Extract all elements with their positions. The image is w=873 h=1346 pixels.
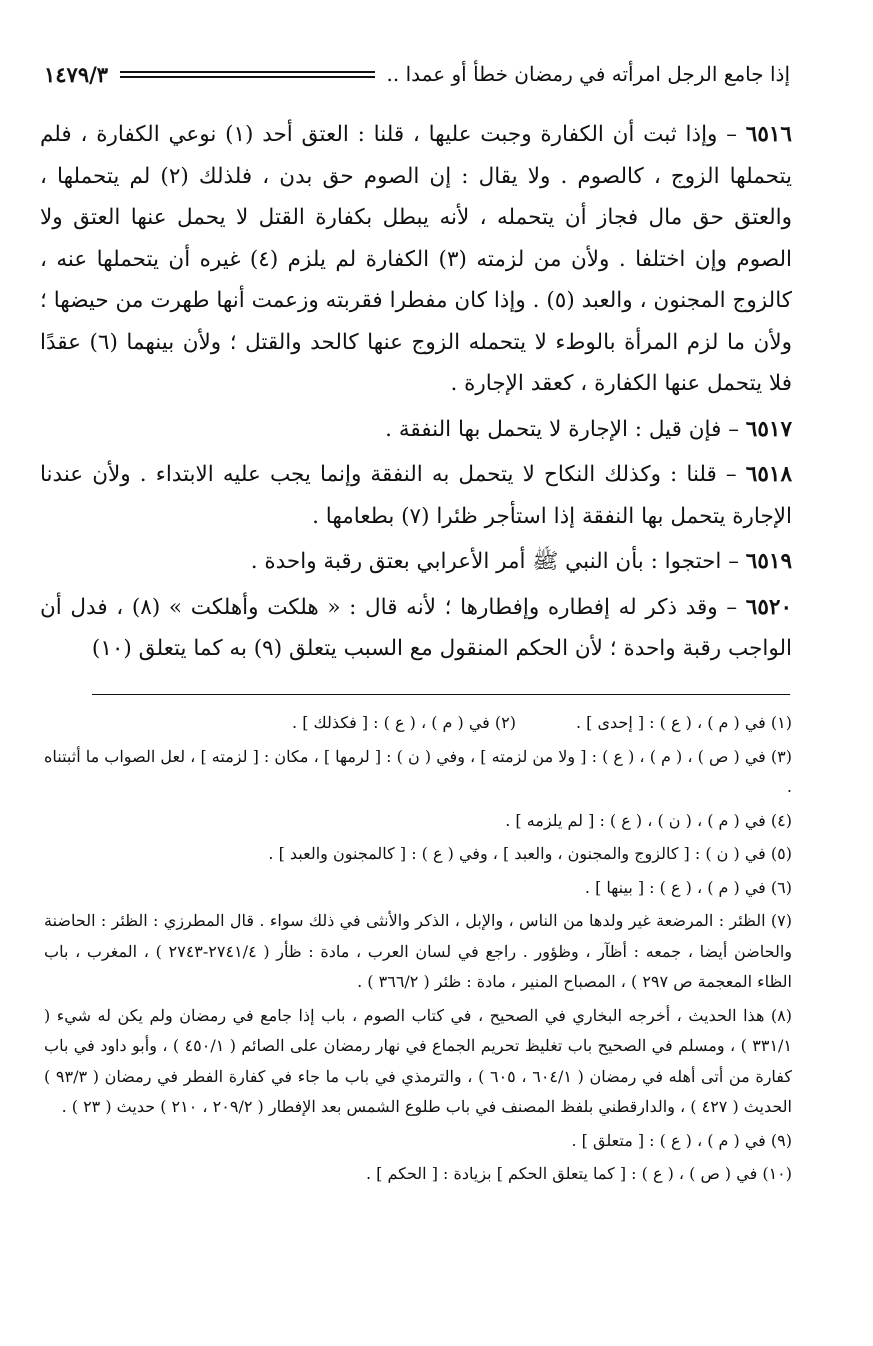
- paragraph: [40, 454, 792, 537]
- footnote-7: (٧) الظئر : المرضعة غير ولدها من الناس ، والإبل ، الذكر والأنثى في ذلك سواء . قال المطرزي : الظئر : الحاضنة والحاضن أيضا ، جمعه : أظآر ، وظؤور . راجع في لسان العرب ، مادة : ظأر ( ٢٧٤١/٤-٢٧٤٣ ) ، المغرب ، باب الظاء المعجمة ص ٢٩٧ ) ، المصباح المنير ، مادة : ظئر ( ٣٦٦/٢ ) .: [44, 911, 792, 991]
- paragraph-text: – وقد ذكر له إفطاره وإفطارها ؛ لأنه قال : « هلكت وأهلكت » (٨) ، فدل أن الواجب رقبة واحدة ؛ لأن الحكم المنقول مع السبب يتعلق (٩) به كما يتعلق (١٠): [40, 594, 792, 661]
- footnote-1: (١) في ( م ) ، ( ع ) : [ إحدى ] .: [576, 713, 792, 732]
- paragraph-number: ٦٥١٦: [745, 122, 792, 147]
- running-header: [44, 56, 790, 92]
- paragraph-number: ٦٥٢٠: [745, 594, 792, 620]
- footnote-separator: [92, 694, 790, 695]
- footnote-2: (٢) في ( م ) ، ( ع ) : [ فكذلك ] .: [292, 713, 516, 732]
- paragraph-text: – احتجوا : بأن النبي ﷺ أمر الأعرابي بعتق رقبة واحدة .: [250, 549, 739, 574]
- main-text: [40, 114, 792, 674]
- footnote-4: (٤) في ( م ) ، ( ن ) ، ( ع ) : [ لم يلزمه ] .: [505, 810, 792, 830]
- page-number: ١٤٧٩/٣: [44, 61, 109, 87]
- paragraph-text: – وإذا ثبت أن الكفارة وجبت عليها ، قلنا : العتق أحد (١) نوعي الكفارة ، فلم يتحملها الزوج ، كالصوم . ولا يقال : إن الصوم حق بدن ، فلذلك (٢) لم يتحملها ، والعتق حق مال فجاز أن يتحمله ، لأنه يبطل بكفارة القتل لا يحمل عنها العتق ولا الصوم وإن اختلفا . ولأن من لزمته (٣) الكفارة لم يلزم (٤) غيره أن يتحملها عنه ، كالزوج المجنون ، والعبد (٥) . وإذا كان مفطرا فقربته وزعمت أنها طهرت من حيضها ؛ ولأن ما لزم المرأة بالوطء لا يتحمله الزوج عنها كالحد والقتل ؛ ولأن بينهما (٦) عقدًا فلا يتحمل عنها الكفارة ، كعقد الإجارة .: [40, 122, 792, 396]
- paragraph-number: ٦٥١٨: [745, 462, 792, 487]
- paragraph-number: ٦٥١٧: [745, 416, 792, 442]
- paragraph-number: ٦٥١٩: [745, 549, 792, 574]
- footnote-9: (٩) في ( م ) ، ( ع ) : [ متعلق ] .: [571, 1130, 792, 1150]
- paragraph-text: – قلنا : وكذلك النكاح لا يتحمل به النفقة وإنما يجب عليه الابتداء . ولأن عندنا الإجارة يتحمل بها النفقة إذا استأجر ظئرا (٧) بطعامها .: [40, 462, 792, 529]
- footnotes: [44, 708, 792, 1193]
- paragraph: [40, 409, 792, 451]
- paragraph: [40, 587, 792, 670]
- footnote-3: (٣) في ( ص ) ، ( م ) ، ( ع ) : [ ولا من لزمته ] ، وفي ( ن ) : [ لرمها ] ، مكان : [ لزمته ] ، لعل الصواب ما أثبتناه .: [44, 746, 792, 796]
- paragraph: [40, 114, 792, 405]
- footnote-8: (٨) هذا الحديث ، أخرجه البخاري في الصحيح ، في كتاب الصوم ، باب إذا جامع في رمضان ولم يكن له شيء ( ٣٣١/١ ) ، ومسلم في الصحيح باب تغليظ تحريم الجماع في نهار رمضان على الصائم ( ٤٥٠/١ ) ، وأبو داود في باب كفارة من أتى أهله في رمضان ( ٦٠٤/١ ، ٦٠٥ ) ، والترمذي في باب ما جاء في كفارة الفطر في رمضان ( ٩٣/٣ ) الحديث ( ٤٢٧ ) ، والدارقطني بلفظ المصنف في باب طلوع الشمس بعد الإفطار ( ٢٠٩/٢ ، ٢١٠ ) حديث ( ٢٣ ) .: [44, 1005, 793, 1116]
- paragraph-text: – فإن قيل : الإجارة لا يتحمل بها النفقة .: [385, 416, 739, 442]
- running-title: إذا جامع الرجل امرأته في رمضان خطأ أو عمدا ..: [386, 62, 790, 86]
- footnote-10: (١٠) في ( ص ) ، ( ع ) : [ كما يتعلق الحكم ] بزيادة : [ الحكم ] .: [365, 1164, 792, 1183]
- footnote-5: (٥) في ( ن ) : [ كالزوج والمجنون ، والعبد ] ، وفي ( ع ) : [ كالمجنون والعبد ] .: [268, 844, 792, 863]
- header-rule: [120, 71, 374, 78]
- paragraph: [40, 541, 792, 583]
- footnote-row: [44, 708, 792, 739]
- footnote-6: (٦) في ( م ) ، ( ع ) : [ بينها ] .: [584, 877, 792, 897]
